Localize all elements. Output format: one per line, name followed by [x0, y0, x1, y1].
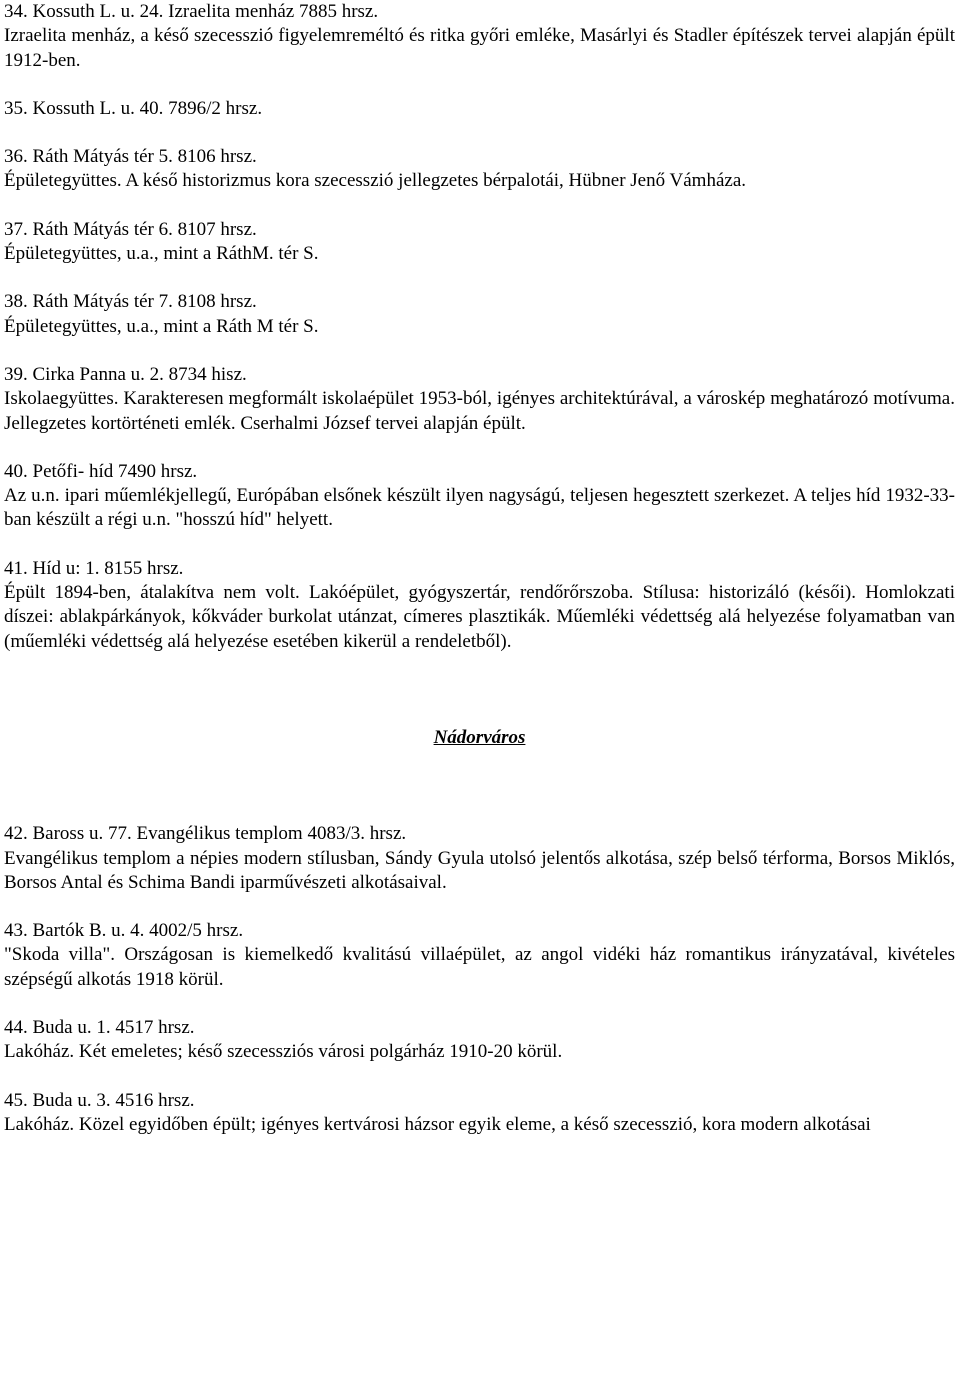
entry-title: 35. Kossuth L. u. 40. 7896/2 hrsz. — [4, 97, 263, 119]
entry-title: 36. Ráth Mátyás tér 5. 8106 hrsz. — [4, 146, 257, 168]
entry-text: Evangélikus templom a népies modern stílusban, Sándy Gyula utolsó jelentős alkotása, szép belső térforma, Borsos Miklós, Borsos Antal és Schima Bandi iparművészeti alkotásaival. — [4, 847, 955, 893]
entry-44 — [4, 1016, 955, 1065]
entry-41 — [4, 557, 955, 654]
entry-45 — [4, 1089, 955, 1138]
entry-title: 40. Petőfi- híd 7490 hrsz. — [4, 460, 198, 482]
entry-title: 45. Buda u. 3. 4516 hrsz. — [4, 1089, 195, 1111]
entry-text: Épületegyüttes. A késő historizmus kora szecesszió jellegzetes bérpalotái, Hübner Jenő Vámháza. — [4, 170, 747, 192]
entry-35 — [4, 97, 955, 121]
entry-34 — [4, 0, 955, 73]
entry-title: 42. Baross u. 77. Evangélikus templom 4083/3. hrsz. — [4, 823, 407, 845]
entry-title: 41. Híd u: 1. 8155 hrsz. — [4, 557, 184, 579]
entry-text: Iskolaegyüttes. Karakteresen megformált iskolaépület 1953-ból, igényes architektúrával, a városkép meghatározó motívuma. Jellegzetes kortörténeti emlék. Cserhalmi József tervei alapján épült. — [4, 388, 955, 434]
entry-text: Épületegyüttes, u.a., mint a Ráth M tér S. — [4, 315, 319, 337]
entry-43 — [4, 919, 955, 992]
document-page — [4, 0, 955, 1161]
entry-37 — [4, 218, 955, 267]
entry-text: "Skoda villa". Országosan is kiemelkedő kvalitású villaépület, az angol vidéki ház romantikus irányzatával, kivételes szépségű alkotás 1918 körül. — [4, 944, 955, 990]
entry-text: Lakóház. Két emeletes; késő szecessziós városi polgárház 1910-20 körül. — [4, 1041, 563, 1063]
entry-title: 37. Ráth Mátyás tér 6. 8107 hrsz. — [4, 218, 257, 240]
entry-title: 39. Cirka Panna u. 2. 8734 hisz. — [4, 363, 247, 385]
entry-title: 34. Kossuth L. u. 24. Izraelita menház 7885 hrsz. — [4, 1, 379, 22]
entry-text: Az u.n. ipari műemlékjellegű, Európában elsőnek készült ilyen nagyságú, teljesen hegesztett szerkezet. A teljes híd 1932-33-ban készült a régi u.n. "hosszú híd" helyett. — [4, 485, 955, 531]
entry-text: Épületegyüttes, u.a., mint a RáthM. tér S. — [4, 243, 319, 265]
entry-36 — [4, 145, 955, 194]
entry-text: Lakóház. Közel egyidőben épült; igényes kertvárosi házsor egyik eleme, a késő szecesszió, kora modern alkotásai — [4, 1113, 871, 1135]
entry-42 — [4, 822, 955, 895]
entry-title: 43. Bartók B. u. 4. 4002/5 hrsz. — [4, 920, 244, 942]
entry-text: Izraelita menház, a késő szecesszió figyelemreméltó és ritka győri emléke, Masárlyi és Stadler építészek tervei alapján épült 1912-ben. — [4, 25, 955, 71]
entry-39 — [4, 363, 955, 436]
entry-40 — [4, 460, 955, 533]
entry-38 — [4, 290, 955, 339]
entry-title: 38. Ráth Mátyás tér 7. 8108 hrsz. — [4, 291, 257, 313]
entry-text: Épült 1894-ben, átalakítva nem volt. Lakóépület, gyógyszertár, rendőrőrszoba. Stílusa: historizáló (késői). Homlokzati díszei: ablakpárkányok, kőkváder burkolat utánzat, címeres plasztikák. Műemléki védettség alá helyezése folyamatban van (műemléki védettség alá helyezése esetében kikerül a rendeletből). — [4, 582, 955, 652]
entry-title: 44. Buda u. 1. 4517 hrsz. — [4, 1017, 195, 1039]
section-heading: Nádorváros — [433, 726, 526, 748]
